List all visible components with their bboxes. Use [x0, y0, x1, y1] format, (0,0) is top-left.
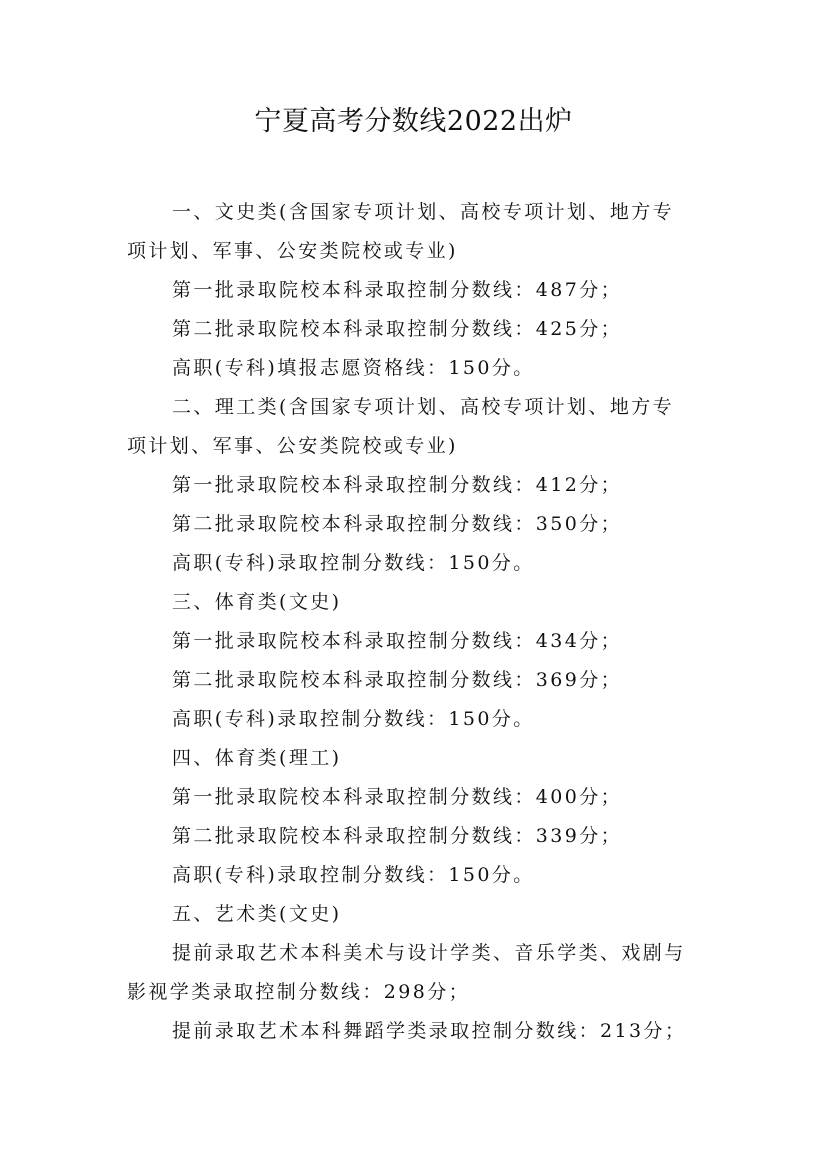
paragraph-line: 第二批录取院校本科录取控制分数线：339分； — [172, 825, 623, 847]
paragraph-line: 项计划、军事、公安类院校或专业) — [127, 240, 458, 262]
paragraph-line: 三、体育类(文史) — [172, 591, 342, 613]
paragraph-line: 项计划、军事、公安类院校或专业) — [127, 435, 458, 457]
paragraph-line: 第一批录取院校本科录取控制分数线：434分； — [172, 630, 623, 652]
paragraph-line: 高职(专科)录取控制分数线：150分。 — [172, 708, 535, 730]
paragraph-line: 提前录取艺术本科舞蹈学类录取控制分数线：213分； — [172, 1020, 687, 1042]
paragraph-line: 第二批录取院校本科录取控制分数线：425分； — [172, 318, 623, 340]
paragraph-line: 高职(专科)填报志愿资格线：150分。 — [172, 357, 535, 379]
paragraph-line: 四、体育类(理工) — [172, 747, 342, 769]
paragraph-line: 第一批录取院校本科录取控制分数线：400分； — [172, 786, 623, 808]
paragraph-line: 第二批录取院校本科录取控制分数线：369分； — [172, 669, 623, 691]
paragraph-line: 高职(专科)录取控制分数线：150分。 — [172, 864, 535, 886]
paragraph-line: 一、文史类(含国家专项计划、高校专项计划、地方专 — [172, 201, 675, 223]
paragraph-line: 提前录取艺术本科美术与设计学类、音乐学类、戏剧与 — [172, 942, 686, 964]
paragraph-line: 第一批录取院校本科录取控制分数线：487分； — [172, 279, 623, 301]
paragraph-line: 五、艺术类(文史) — [172, 903, 342, 925]
paragraph-line: 影视学类录取控制分数线：298分； — [127, 981, 471, 1003]
paragraph-line: 二、理工类(含国家专项计划、高校专项计划、地方专 — [172, 396, 675, 418]
paragraph-line: 第一批录取院校本科录取控制分数线：412分； — [172, 474, 623, 496]
paragraph-line: 第二批录取院校本科录取控制分数线：350分； — [172, 513, 623, 535]
paragraph-line: 高职(专科)录取控制分数线：150分。 — [172, 552, 535, 574]
document-body — [127, 193, 707, 1051]
document-title: 宁夏高考分数线2022出炉 — [254, 106, 573, 137]
